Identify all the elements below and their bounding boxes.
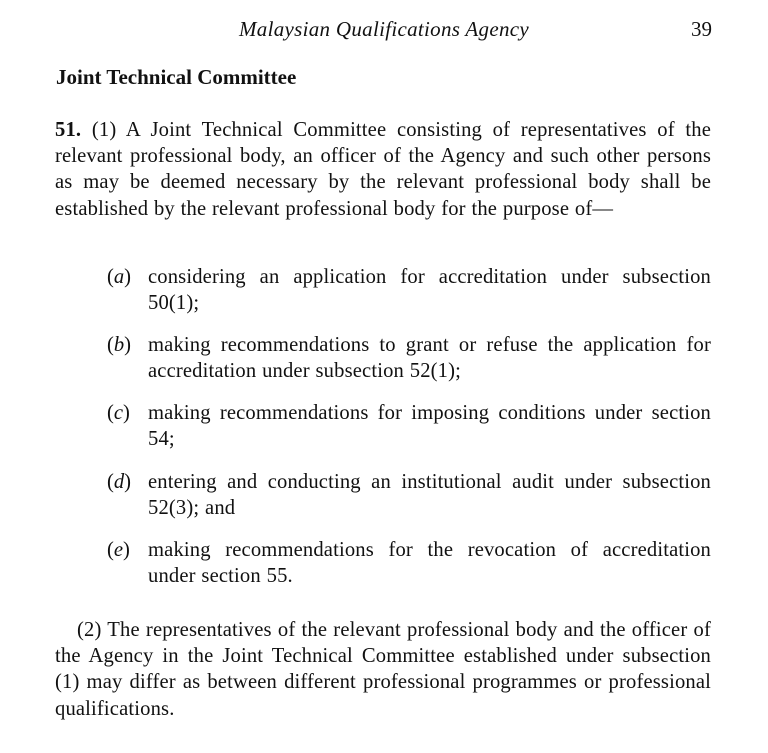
item-text: making recommendations for the revocation of accreditation under section 55. (148, 539, 711, 588)
list-item (107, 332, 711, 384)
section-51-subsection-1 (55, 117, 711, 222)
running-header (0, 14, 768, 44)
item-text: considering an application for accreditation under subsection 50(1); (148, 266, 711, 315)
page-number: 39 (691, 17, 712, 41)
section-number: 51. (55, 119, 82, 141)
list-item (107, 469, 711, 521)
list-item (107, 400, 711, 452)
list-item (107, 264, 711, 316)
item-text: making recommendations for imposing conditions under section 54; (148, 402, 711, 451)
section-heading: Joint Technical Committee (56, 65, 297, 89)
list-item (107, 537, 711, 589)
header-title: Malaysian Qualifications Agency (238, 17, 530, 41)
item-label: (c) (107, 402, 130, 424)
item-text: making recommendations to grant or refuse the application for accreditation under subsection 52(1); (148, 334, 711, 383)
subsection-1-lead: (1) A Joint Technical Committee consisting of representatives of the relevant professional body, an officer of the Agency and such other persons as may be deemed necessary by the relevant professional body shall be established by the relevant professional body for the purpose of— (55, 119, 711, 220)
section-51-subsection-2: (2) The representatives of the relevant professional body and the officer of the Agency in the Joint Technical Committee established under subsection (1) may differ as between different professional programmes or professional qualifications. (55, 619, 711, 720)
item-label: (e) (107, 539, 130, 561)
item-label: (a) (107, 266, 132, 288)
item-text: entering and conducting an institutional audit under subsection 52(3); and (148, 471, 711, 520)
item-label: (b) (107, 334, 132, 356)
item-label: (d) (107, 471, 132, 493)
